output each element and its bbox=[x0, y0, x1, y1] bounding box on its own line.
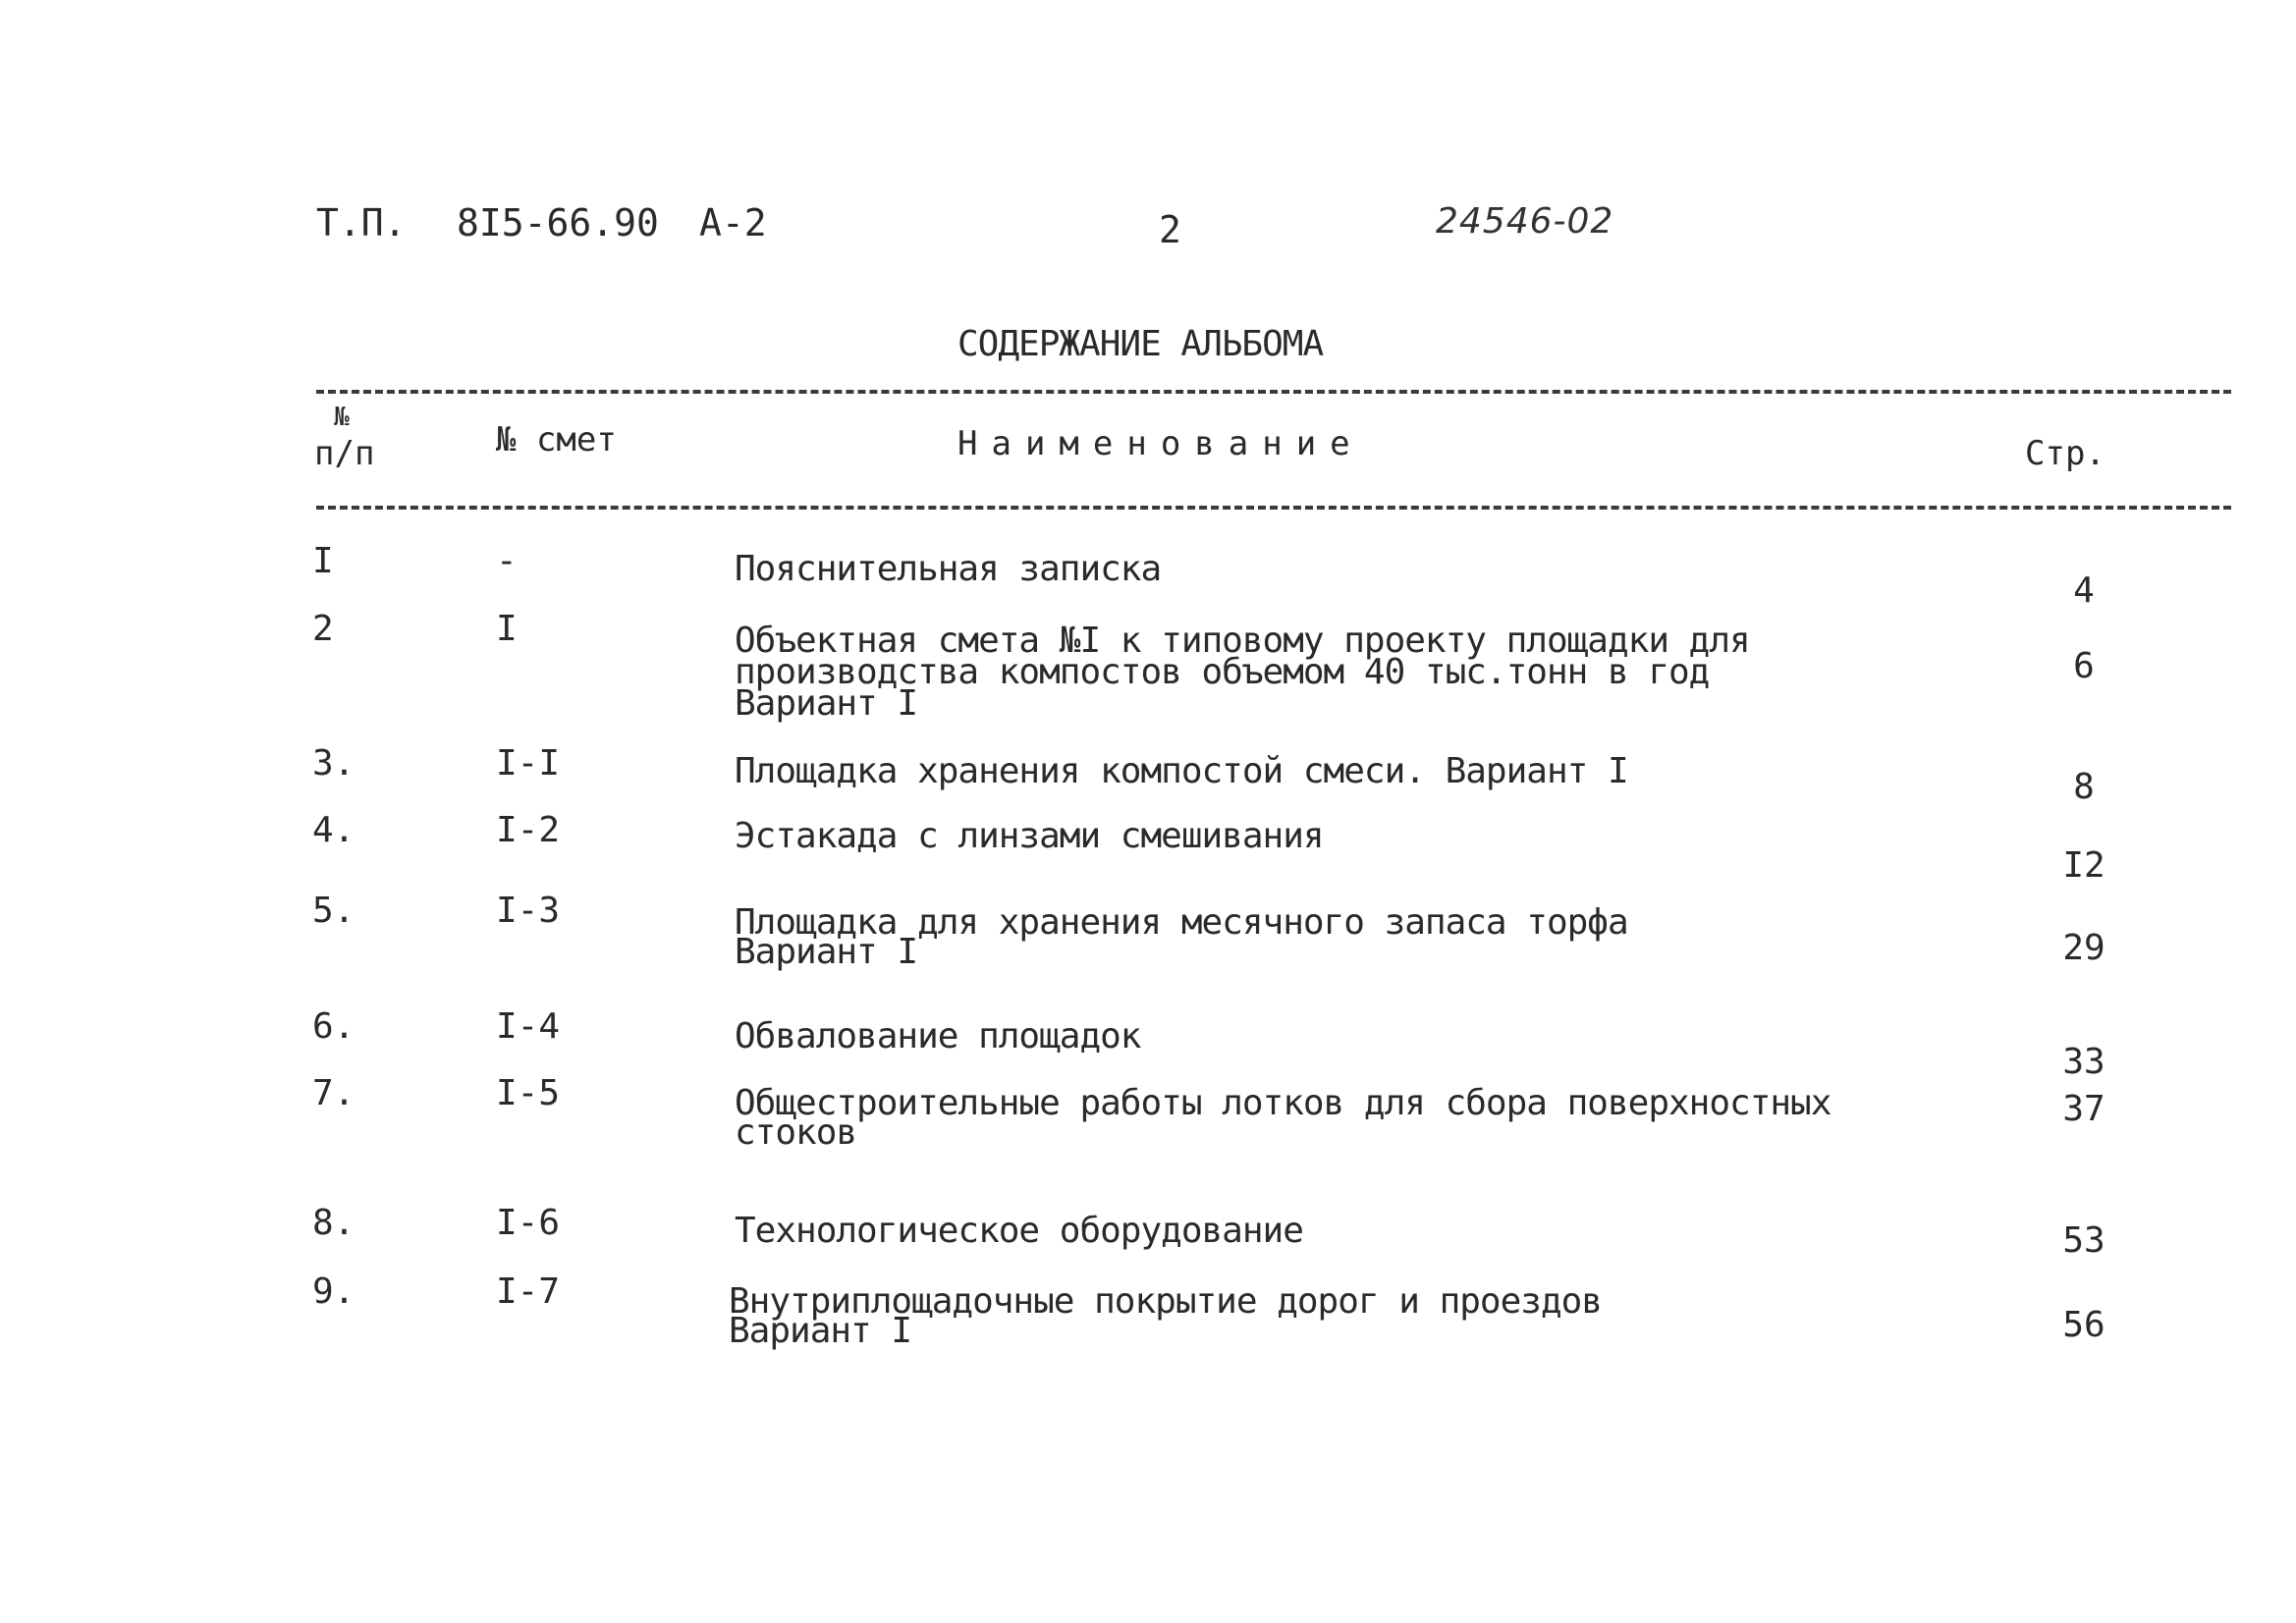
row-estimate: - bbox=[496, 541, 518, 581]
col-estimate: № смет bbox=[496, 420, 617, 460]
row-estimate: I-I bbox=[496, 743, 561, 784]
row-num: 4. bbox=[312, 810, 355, 850]
table-row bbox=[0, 1006, 2296, 1082]
row-estimate: I-5 bbox=[496, 1073, 561, 1113]
row-num: 7. bbox=[312, 1073, 355, 1113]
row-page: 56 bbox=[2062, 1305, 2105, 1345]
row-name-line: стоков bbox=[735, 1112, 857, 1153]
row-estimate: I-4 bbox=[496, 1006, 561, 1047]
header-top-rule bbox=[316, 390, 2231, 394]
col-num-sign: № bbox=[334, 403, 350, 432]
table-row bbox=[0, 1203, 2296, 1261]
row-name-line: производства компостов объемом 40 тыс.тонн в год bbox=[735, 652, 1710, 692]
page-number: 2 bbox=[1159, 208, 1181, 251]
row-estimate: I-2 bbox=[496, 810, 561, 850]
table-row bbox=[0, 541, 2296, 611]
table-row bbox=[0, 891, 2296, 972]
table-row bbox=[0, 810, 2296, 886]
project-code: 8I5-66.90 bbox=[457, 201, 659, 244]
row-name-line: Обвалование площадок bbox=[735, 1016, 1141, 1056]
row-page: 37 bbox=[2062, 1089, 2105, 1129]
row-name-line: Внутриплощадочные покрытие дорог и проездов bbox=[729, 1281, 1602, 1322]
row-num: 8. bbox=[312, 1203, 355, 1243]
table-row bbox=[0, 1271, 2296, 1351]
row-name-line: Площадка для хранения месячного запаса торфа bbox=[735, 902, 1628, 943]
row-estimate: I bbox=[496, 609, 518, 649]
row-page: I2 bbox=[2062, 845, 2105, 886]
row-page: 6 bbox=[2073, 646, 2095, 686]
row-num: 9. bbox=[312, 1271, 355, 1312]
row-name-line: Вариант I bbox=[729, 1311, 912, 1351]
row-name-line: Технологическое оборудование bbox=[735, 1211, 1303, 1251]
row-num: I bbox=[312, 541, 334, 581]
row-page: 8 bbox=[2073, 767, 2095, 807]
table-row bbox=[0, 743, 2296, 807]
row-page: 4 bbox=[2073, 570, 2095, 611]
row-num: 3. bbox=[312, 743, 355, 784]
row-name-line: Вариант I bbox=[735, 932, 918, 972]
row-page: 53 bbox=[2062, 1220, 2105, 1261]
row-estimate: I-3 bbox=[496, 891, 561, 931]
table-row bbox=[0, 609, 2296, 724]
col-name: Наименование bbox=[957, 424, 1364, 463]
row-name-line: Общестроительные работы лотков для сбора поверхностных bbox=[735, 1083, 1831, 1123]
col-page: Стр. bbox=[2025, 434, 2105, 473]
header-bottom-rule bbox=[316, 506, 2231, 510]
table-row bbox=[0, 1073, 2296, 1153]
row-name-line: Эстакада с линзами смешивания bbox=[735, 816, 1324, 856]
row-name-line: Площадка хранения компостой смеси. Вариант I bbox=[735, 751, 1628, 791]
archive-number: 24546-02 bbox=[1436, 201, 1614, 242]
row-num: 2 bbox=[312, 609, 334, 649]
row-page: 29 bbox=[2062, 928, 2105, 968]
row-estimate: I-7 bbox=[496, 1271, 561, 1312]
album-code: А-2 bbox=[699, 201, 767, 244]
series-label: Т.П. bbox=[316, 201, 407, 244]
row-name-line: Пояснительная записка bbox=[735, 549, 1162, 589]
row-num: 6. bbox=[312, 1006, 355, 1047]
row-page: 33 bbox=[2062, 1042, 2105, 1082]
page-title: СОДЕРЖАНИЕ АЛЬБОМА bbox=[957, 324, 1324, 364]
col-num-label: п/п bbox=[314, 434, 375, 473]
row-name-line: Вариант I bbox=[735, 683, 918, 724]
row-estimate: I-6 bbox=[496, 1203, 561, 1243]
row-num: 5. bbox=[312, 891, 355, 931]
row-name-line: Объектная смета №I к типовому проекту площадки для bbox=[735, 621, 1750, 661]
